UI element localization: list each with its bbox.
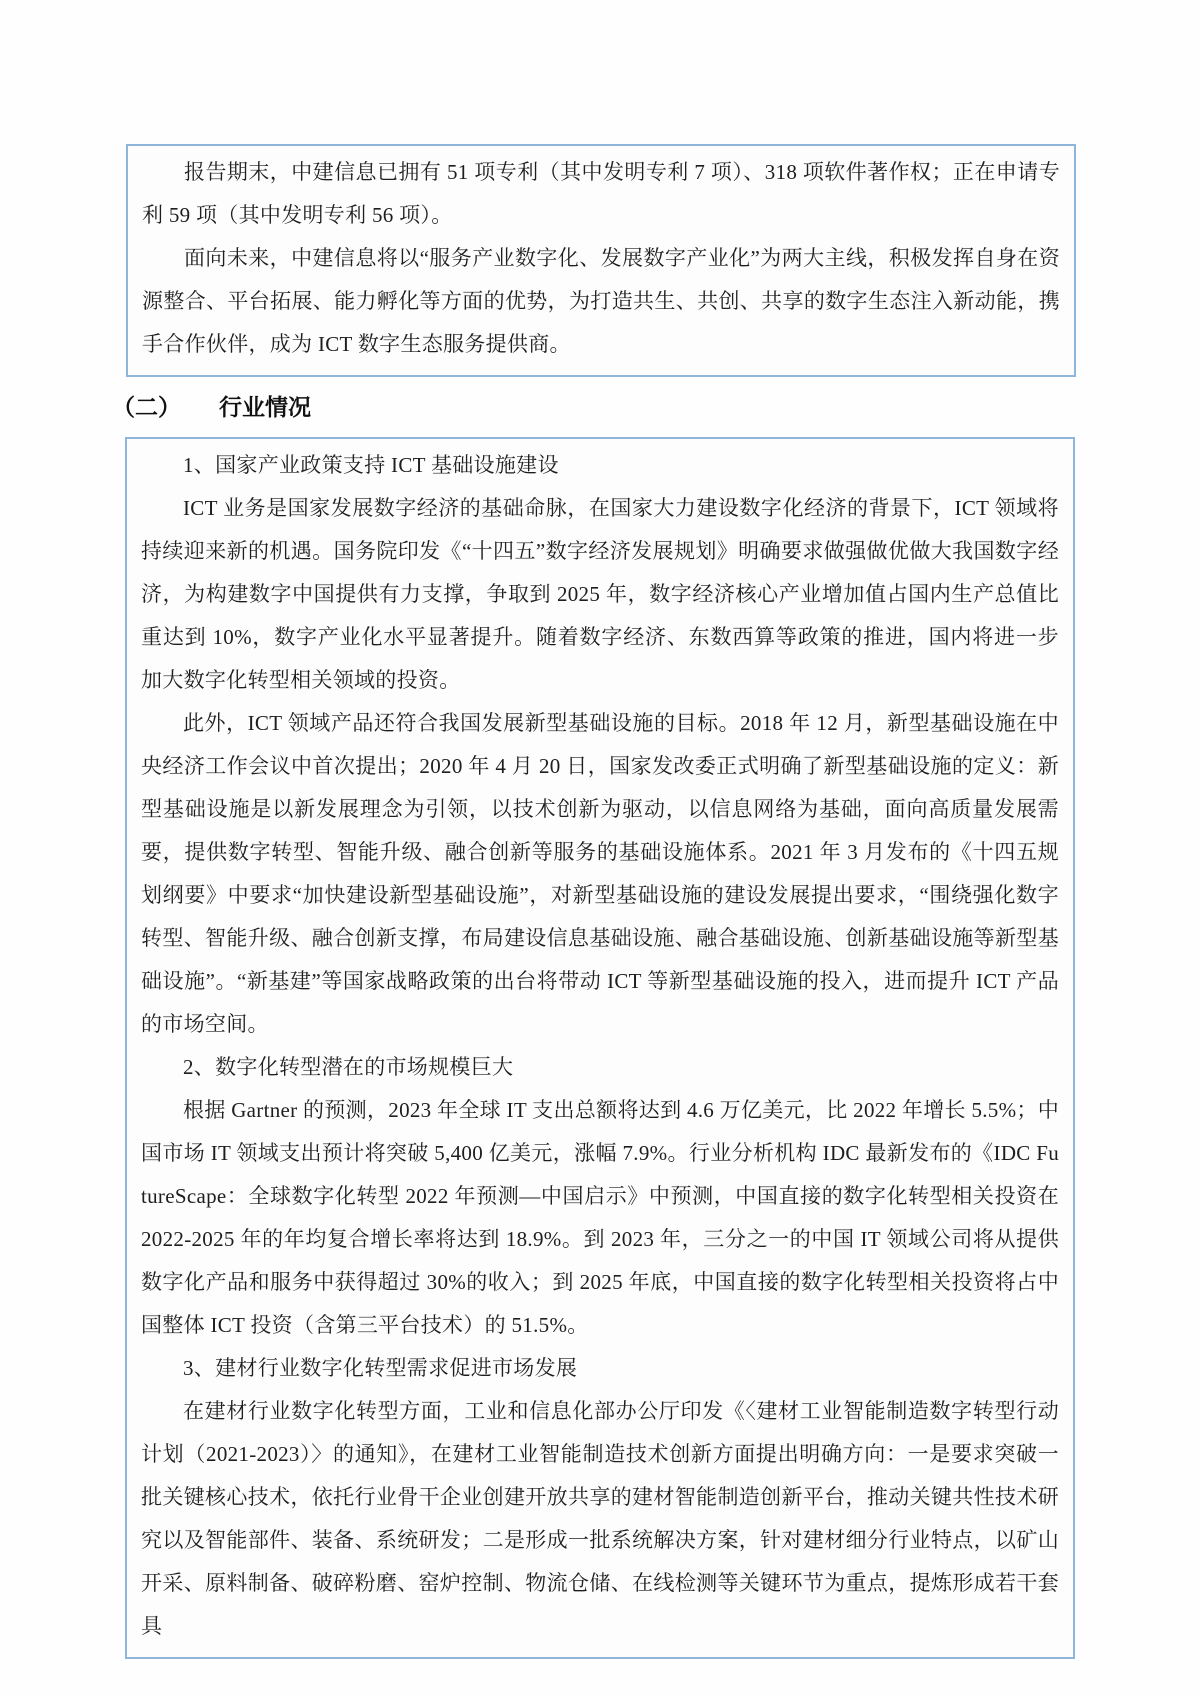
subsection-3-paragraph: 在建材行业数字化转型方面，工业和信息化部办公厅印发《〈建材工业智能制造数字转型行动计划（2021-2023）〉的通知》，在建材工业智能制造技术创新方面提出明确方向：一是要求突破一批关键核心技术，依托行业骨干企业创建开放共享的建材智能制造创新平台，推动关键共性技术研究以及智能部件、装备、系统研发；二是形成一批系统解决方案，针对建材细分行业特点，以矿山开采、原料制备、破碎粉磨、窑炉控制、物流仓储、在线检测等关键环节为重点，提炼形成若干套具 (141, 1399, 1059, 1638)
subsection-2-heading: 2、数字化转型潜在的市场规模巨大 (183, 1055, 514, 1079)
company-future-paragraph: 面向未来，中建信息将以“服务产业数字化、发展数字产业化”为两大主线，积极发挥自身在资源整合、平台拓展、能力孵化等方面的优势，为打造共生、共创、共享的数字生态注入新动能，携手合作伙伴，成为 ICT 数字生态服务提供商。 (142, 246, 1060, 356)
section-number: （二） (112, 394, 181, 420)
company-patents-paragraph: 报告期末，中建信息已拥有 51 项专利（其中发明专利 7 项）、318 项软件著作权；正在申请专利 59 项（其中发明专利 56 项）。 (142, 160, 1060, 227)
subsection-3-heading: 3、建材行业数字化转型需求促进市场发展 (183, 1356, 578, 1380)
section-title: 行业情况 (219, 394, 311, 420)
industry-overview-box (125, 437, 1075, 1659)
subsection-1-paragraph: ICT 业务是国家发展数字经济的基础命脉，在国家大力建设数字化经济的背景下，ICT 领域将持续迎来新的机遇。国务院印发《“十四五”数字经济发展规划》明确要求做强做优做大我国数字经济，为构建数字中国提供有力支撑，争取到 2025 年，数字经济核心产业增加值占国内生产总值比重达到 10%，数字产业化水平显著提升。随着数字经济、东数西算等政策的推进，国内将进一步加大数字化转型相关领域的投资。 (141, 496, 1059, 692)
company-summary-box (126, 144, 1076, 377)
subsection-1-heading: 1、国家产业政策支持 ICT 基础设施建设 (183, 453, 559, 477)
subsection-1-paragraph-2: 此外，ICT 领域产品还符合我国发展新型基础设施的目标。2018 年 12 月，新型基础设施在中央经济工作会议中首次提出；2020 年 4 月 20 日，国家发改委正式明确了新型基础设施的定义：新型基础设施是以新发展理念为引领，以技术创新为驱动，以信息网络为基础，面向高质量发展需要，提供数字转型、智能升级、融合创新等服务的基础设施体系。2021 年 3 月发布的《十四五规划纲要》中要求“加快建设新型基础设施”，对新型基础设施的建设发展提出要求，“围绕强化数字转型、智能升级、融合创新支撑，布局建设信息基础设施、融合基础设施、创新基础设施等新型基础设施”。“新基建”等国家战略政策的出台将带动 ICT 等新型基础设施的投入，进而提升 ICT 产品的市场空间。 (141, 711, 1059, 1036)
subsection-2-paragraph: 根据 Gartner 的预测，2023 年全球 IT 支出总额将达到 4.6 万亿美元，比 2022 年增长 5.5%；中国市场 IT 领域支出预计将突破 5,400 亿美元，涨幅 7.9%。行业分析机构 IDC 最新发布的《IDC FutureScape：全球数字化转型 2022 年预测—中国启示》中预测，中国直接的数字化转型相关投资在 2022-2025 年的年均复合增长率将达到 18.9%。到 2023 年，三分之一的中国 IT 领域公司将从提供数字化产品和服务中获得超过 30%的收入；到 2025 年底，中国直接的数字化转型相关投资将占中国整体 ICT 投资（含第三平台技术）的 51.5%。 (141, 1098, 1059, 1337)
section-heading (112, 392, 1200, 422)
